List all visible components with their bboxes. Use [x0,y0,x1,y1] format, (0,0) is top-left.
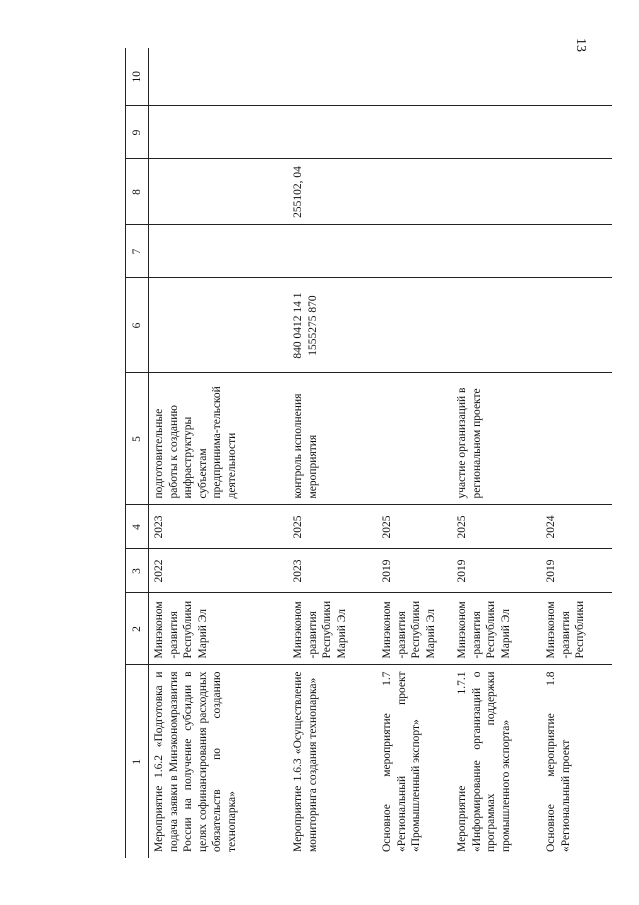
table-row [288,48,377,858]
column-header: 6 [126,278,149,373]
column-header: 9 [126,106,149,159]
start-year-cell: 2023 [288,549,377,593]
measure-name-cell: Мероприятие 1.6.3 «Осуществление мониторинга создания технопарка» [292,671,319,852]
value-cell [149,106,289,159]
measure-name-cell: Мероприятие 1.7.1 «Информирование организаций о программах поддержки промышленного экспорта» [456,671,512,852]
column-header: 5 [126,373,149,505]
value-cell [149,225,289,278]
column-header: 8 [126,159,149,225]
measure-name-cell: Основное мероприятие 1.7 «Региональный проект «Промышленный экспорт» [381,671,422,852]
result-cell: участие организаций в региональном проекте [452,373,541,505]
value-cell [377,225,452,278]
result-cell: подготовительные работы к созданию инфраструктуры субъектам предпринима-тельской деятельности [149,373,289,505]
budget-code-cell [377,278,452,373]
page-number: 13 [573,38,588,52]
program-table [125,48,612,858]
value-cell [149,48,289,106]
value-cell [452,225,541,278]
column-header: 2 [126,593,149,665]
value-cell [149,159,289,225]
end-year-cell: 2025 [377,505,452,549]
table-row [541,48,612,858]
table-row [149,48,289,858]
column-header: 1 [126,665,149,858]
value-cell [541,159,612,225]
value-cell [288,48,377,106]
value-cell [452,106,541,159]
budget-code-cell [541,278,612,373]
end-year-cell: 2025 [288,505,377,549]
measure-name-cell: Основное мероприятие 1.8 «Региональный проект [545,671,572,852]
column-header: 10 [126,48,149,106]
executor-cell: Минэконом-развития Республики Марий Эл [452,593,541,665]
rotated-table-container [125,48,625,858]
column-header: 7 [126,225,149,278]
end-year-cell: 2025 [452,505,541,549]
value-cell [377,159,452,225]
budget-code-cell [149,278,289,373]
start-year-cell: 2019 [452,549,541,593]
end-year-cell: 2024 [541,505,612,549]
measure-name-cell: Мероприятие 1.6.2 «Подготовка и подача заявки в Минэкономразвития России на получение субсидии в целях софинансирования расходных обязательств по созданию технопарка» [153,671,238,852]
result-cell [541,373,612,505]
value-cell [541,225,612,278]
executor-cell: Минэконом-развития Республики Марий Эл [149,593,289,665]
result-cell [377,373,452,505]
start-year-cell: 2022 [149,549,289,593]
header-row [126,48,149,858]
end-year-cell: 2023 [149,505,289,549]
result-cell: контроль исполнения мероприятия [288,373,377,505]
value-cell [452,48,541,106]
executor-cell: Минэконом-развития Республики Марий Эл [377,593,452,665]
value-cell [288,225,377,278]
value-cell [452,159,541,225]
budget-code-cell [452,278,541,373]
executor-cell: Минэконом-развития Республики [541,593,612,665]
column-header: 3 [126,549,149,593]
value-cell [377,106,452,159]
table-row [377,48,452,858]
budget-code-cell: 840 0412 14 1 1555275 870 [288,278,377,373]
column-header: 4 [126,505,149,549]
value-cell [541,106,612,159]
value-cell: 255102, 04 [288,159,377,225]
start-year-cell: 2019 [377,549,452,593]
value-cell [541,48,612,106]
value-cell [288,106,377,159]
executor-cell: Минэконом-развития Республики Марий Эл [288,593,377,665]
value-cell [377,48,452,106]
table-row [452,48,541,858]
start-year-cell: 2019 [541,549,612,593]
